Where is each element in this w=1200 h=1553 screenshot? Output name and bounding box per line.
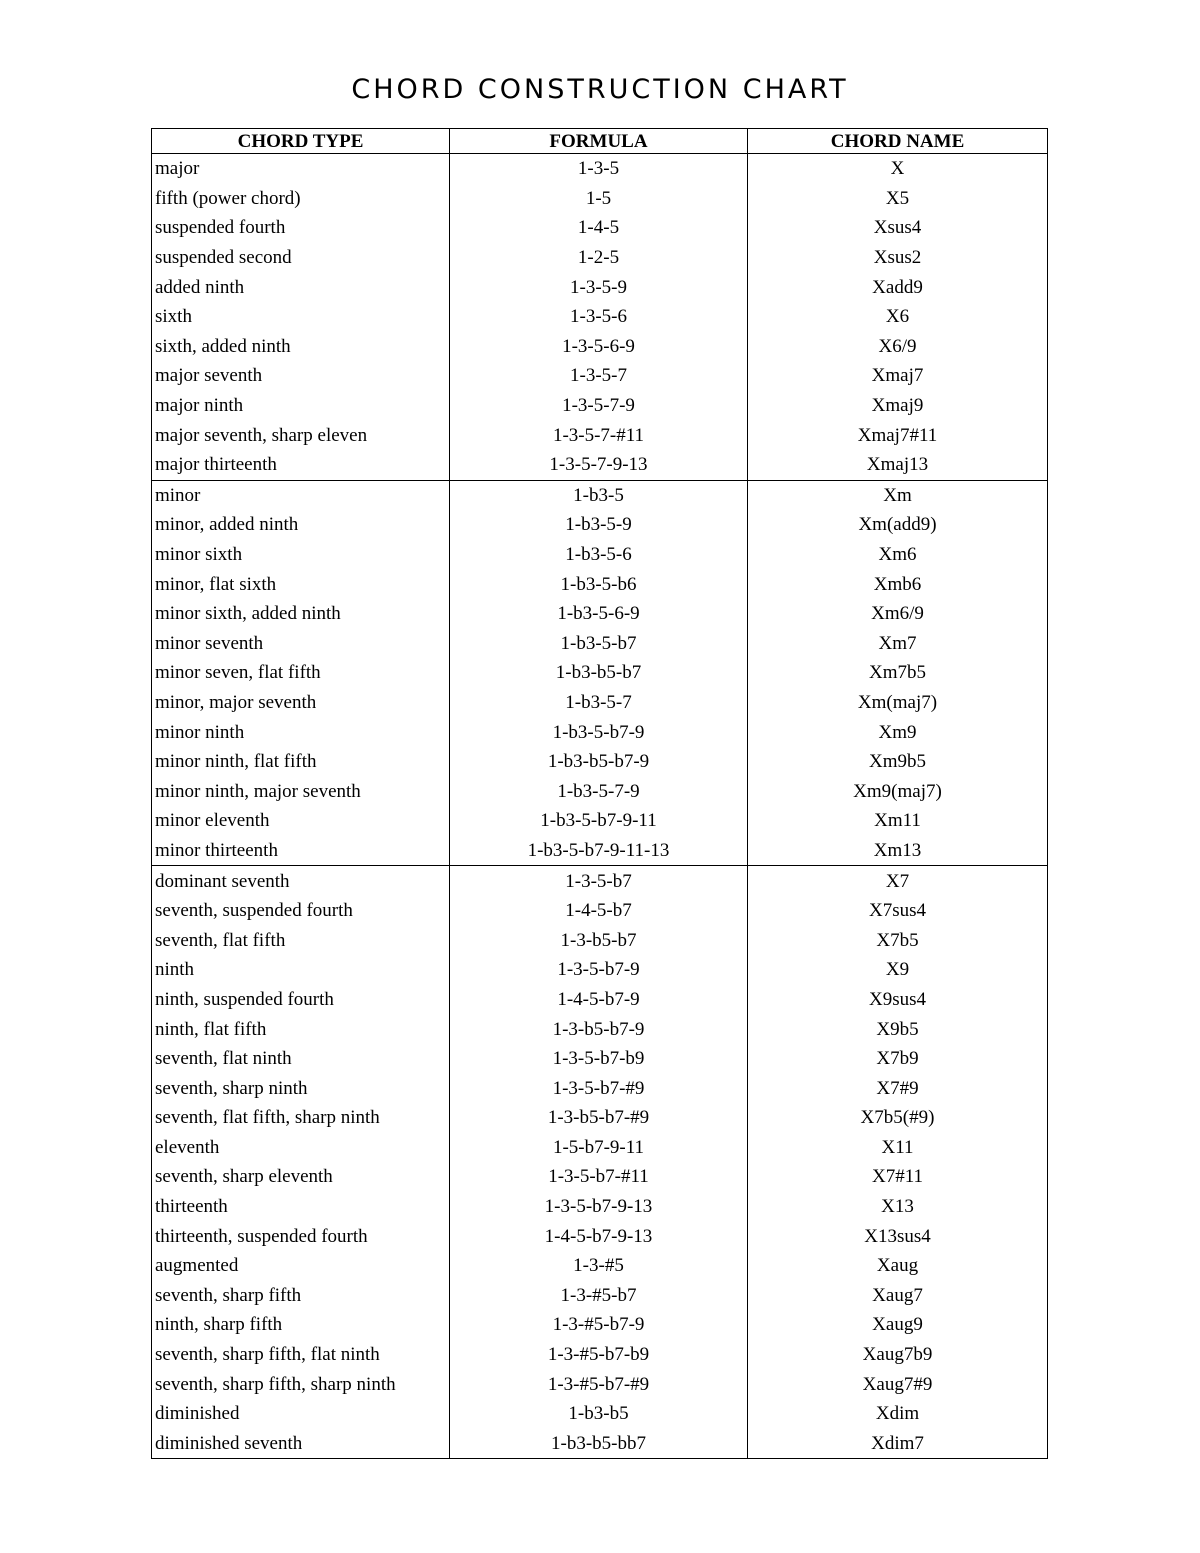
table-row bbox=[152, 1014, 1048, 1044]
chord-name-cell: X7b9 bbox=[748, 1044, 1048, 1074]
chord-type-cell: minor seven, flat fifth bbox=[152, 658, 450, 688]
chord-name-cell: Xmaj13 bbox=[748, 450, 1048, 480]
table-row bbox=[152, 1192, 1048, 1222]
chord-type-cell: sixth bbox=[152, 302, 450, 332]
chord-type-cell: thirteenth bbox=[152, 1192, 450, 1222]
table-row bbox=[152, 896, 1048, 926]
table-row bbox=[152, 420, 1048, 450]
chord-type-cell: minor ninth, major seventh bbox=[152, 776, 450, 806]
formula-cell: 1-b3-b5-bb7 bbox=[450, 1429, 748, 1459]
table-row bbox=[152, 1369, 1048, 1399]
chord-type-cell: minor thirteenth bbox=[152, 836, 450, 866]
formula-cell: 1-3-5-b7-#9 bbox=[450, 1073, 748, 1103]
chord-table-body bbox=[152, 154, 1048, 1459]
formula-cell: 1-b3-5-b7 bbox=[450, 629, 748, 659]
table-row bbox=[152, 1162, 1048, 1192]
chord-name-cell: Xm13 bbox=[748, 836, 1048, 866]
table-row bbox=[152, 1073, 1048, 1103]
chord-name-cell: Xm bbox=[748, 480, 1048, 510]
chord-type-cell: augmented bbox=[152, 1251, 450, 1281]
table-row bbox=[152, 391, 1048, 421]
formula-cell: 1-3-#5-b7-9 bbox=[450, 1310, 748, 1340]
chord-type-cell: seventh, sharp fifth, sharp ninth bbox=[152, 1369, 450, 1399]
chord-name-cell: Xdim bbox=[748, 1399, 1048, 1429]
chord-name-cell: X13 bbox=[748, 1192, 1048, 1222]
table-row bbox=[152, 450, 1048, 480]
formula-cell: 1-3-5-9 bbox=[450, 272, 748, 302]
formula-cell: 1-4-5 bbox=[450, 213, 748, 243]
chord-type-cell: sixth, added ninth bbox=[152, 332, 450, 362]
formula-cell: 1-3-b5-b7-9 bbox=[450, 1014, 748, 1044]
table-row bbox=[152, 599, 1048, 629]
formula-cell: 1-b3-5-7-9 bbox=[450, 776, 748, 806]
table-row bbox=[152, 213, 1048, 243]
chord-type-cell: diminished seventh bbox=[152, 1429, 450, 1459]
table-row bbox=[152, 302, 1048, 332]
chord-type-cell: seventh, flat fifth, sharp ninth bbox=[152, 1103, 450, 1133]
formula-cell: 1-b3-5 bbox=[450, 480, 748, 510]
chord-name-cell: Xm(maj7) bbox=[748, 688, 1048, 718]
table-row bbox=[152, 688, 1048, 718]
chord-name-cell: Xm6 bbox=[748, 540, 1048, 570]
chord-name-cell: X9sus4 bbox=[748, 985, 1048, 1015]
table-row bbox=[152, 1251, 1048, 1281]
chord-type-cell: eleventh bbox=[152, 1133, 450, 1163]
table-row bbox=[152, 1429, 1048, 1459]
formula-cell: 1-4-5-b7-9-13 bbox=[450, 1221, 748, 1251]
chord-type-cell: major seventh bbox=[152, 361, 450, 391]
chord-name-cell: X7sus4 bbox=[748, 896, 1048, 926]
chord-name-cell: Xadd9 bbox=[748, 272, 1048, 302]
formula-cell: 1-5-b7-9-11 bbox=[450, 1133, 748, 1163]
chord-type-cell: minor sixth bbox=[152, 540, 450, 570]
chord-name-cell: Xm9(maj7) bbox=[748, 776, 1048, 806]
formula-cell: 1-b3-5-b7-9 bbox=[450, 717, 748, 747]
chord-type-cell: suspended second bbox=[152, 243, 450, 273]
table-row bbox=[152, 806, 1048, 836]
formula-cell: 1-3-5-b7-b9 bbox=[450, 1044, 748, 1074]
chord-name-cell: Xdim7 bbox=[748, 1429, 1048, 1459]
formula-cell: 1-b3-5-b7-9-11-13 bbox=[450, 836, 748, 866]
chord-name-cell: Xm(add9) bbox=[748, 510, 1048, 540]
chord-name-cell: Xaug7#9 bbox=[748, 1369, 1048, 1399]
chord-type-cell: seventh, flat fifth bbox=[152, 925, 450, 955]
table-row bbox=[152, 658, 1048, 688]
chord-type-cell: minor eleventh bbox=[152, 806, 450, 836]
table-row bbox=[152, 985, 1048, 1015]
table-row bbox=[152, 1281, 1048, 1311]
chord-table bbox=[151, 128, 1048, 1459]
formula-cell: 1-3-5-6-9 bbox=[450, 332, 748, 362]
chord-name-cell: Xmb6 bbox=[748, 569, 1048, 599]
chord-name-cell: Xm11 bbox=[748, 806, 1048, 836]
page-title: CHORD CONSTRUCTION CHART bbox=[351, 74, 849, 105]
formula-cell: 1-2-5 bbox=[450, 243, 748, 273]
formula-cell: 1-3-#5-b7-#9 bbox=[450, 1369, 748, 1399]
chord-type-cell: seventh, flat ninth bbox=[152, 1044, 450, 1074]
chord-name-cell: Xm7 bbox=[748, 629, 1048, 659]
table-row bbox=[152, 243, 1048, 273]
chord-type-cell: minor seventh bbox=[152, 629, 450, 659]
formula-cell: 1-3-5-b7-9-13 bbox=[450, 1192, 748, 1222]
header-row bbox=[152, 129, 1048, 154]
formula-cell: 1-3-#5-b7-b9 bbox=[450, 1340, 748, 1370]
formula-cell: 1-3-b5-b7 bbox=[450, 925, 748, 955]
chord-name-cell: Xmaj9 bbox=[748, 391, 1048, 421]
table-row bbox=[152, 480, 1048, 510]
table-row bbox=[152, 925, 1048, 955]
table-row bbox=[152, 272, 1048, 302]
formula-cell: 1-3-5-7-#11 bbox=[450, 420, 748, 450]
chord-type-cell: ninth, flat fifth bbox=[152, 1014, 450, 1044]
formula-cell: 1-4-5-b7 bbox=[450, 896, 748, 926]
chord-name-cell: X9b5 bbox=[748, 1014, 1048, 1044]
chord-name-cell: X7b5 bbox=[748, 925, 1048, 955]
chord-type-cell: minor ninth bbox=[152, 717, 450, 747]
table-row bbox=[152, 955, 1048, 985]
chord-type-cell: minor sixth, added ninth bbox=[152, 599, 450, 629]
column-header-chord-name: CHORD NAME bbox=[748, 129, 1048, 154]
chord-name-cell: Xaug7 bbox=[748, 1281, 1048, 1311]
formula-cell: 1-3-5-7-9 bbox=[450, 391, 748, 421]
table-row bbox=[152, 510, 1048, 540]
table-row bbox=[152, 569, 1048, 599]
chord-name-cell: X5 bbox=[748, 184, 1048, 214]
table-row bbox=[152, 717, 1048, 747]
chord-type-cell: ninth, sharp fifth bbox=[152, 1310, 450, 1340]
formula-cell: 1-5 bbox=[450, 184, 748, 214]
chord-name-cell: Xsus2 bbox=[748, 243, 1048, 273]
chord-type-cell: fifth (power chord) bbox=[152, 184, 450, 214]
chord-name-cell: X11 bbox=[748, 1133, 1048, 1163]
chord-name-cell: Xaug9 bbox=[748, 1310, 1048, 1340]
formula-cell: 1-b3-5-b6 bbox=[450, 569, 748, 599]
chord-type-cell: thirteenth, suspended fourth bbox=[152, 1221, 450, 1251]
chord-type-cell: seventh, sharp fifth, flat ninth bbox=[152, 1340, 450, 1370]
table-row bbox=[152, 1310, 1048, 1340]
chord-type-cell: minor bbox=[152, 480, 450, 510]
chord-name-cell: Xm6/9 bbox=[748, 599, 1048, 629]
chord-name-cell: Xaug bbox=[748, 1251, 1048, 1281]
chord-type-cell: major thirteenth bbox=[152, 450, 450, 480]
chord-type-cell: minor, major seventh bbox=[152, 688, 450, 718]
chord-type-cell: minor, flat sixth bbox=[152, 569, 450, 599]
chord-type-cell: major seventh, sharp eleven bbox=[152, 420, 450, 450]
formula-cell: 1-3-5-6 bbox=[450, 302, 748, 332]
table-row bbox=[152, 1133, 1048, 1163]
table-row bbox=[152, 836, 1048, 866]
formula-cell: 1-3-#5 bbox=[450, 1251, 748, 1281]
formula-cell: 1-3-5-7-9-13 bbox=[450, 450, 748, 480]
chord-name-cell: Xm7b5 bbox=[748, 658, 1048, 688]
chord-type-cell: major ninth bbox=[152, 391, 450, 421]
chord-name-cell: Xaug7b9 bbox=[748, 1340, 1048, 1370]
chord-name-cell: X6 bbox=[748, 302, 1048, 332]
chord-type-cell: suspended fourth bbox=[152, 213, 450, 243]
chord-name-cell: X bbox=[748, 154, 1048, 184]
chord-type-cell: diminished bbox=[152, 1399, 450, 1429]
formula-cell: 1-3-b5-b7-#9 bbox=[450, 1103, 748, 1133]
table-row bbox=[152, 184, 1048, 214]
table-row bbox=[152, 866, 1048, 896]
formula-cell: 1-b3-5-7 bbox=[450, 688, 748, 718]
formula-cell: 1-3-5-7 bbox=[450, 361, 748, 391]
chord-name-cell: X7#11 bbox=[748, 1162, 1048, 1192]
column-header-chord-type: CHORD TYPE bbox=[152, 129, 450, 154]
table-row bbox=[152, 776, 1048, 806]
chord-type-cell: dominant seventh bbox=[152, 866, 450, 896]
formula-cell: 1-3-5 bbox=[450, 154, 748, 184]
formula-cell: 1-3-5-b7 bbox=[450, 866, 748, 896]
table-row bbox=[152, 1399, 1048, 1429]
table-row bbox=[152, 629, 1048, 659]
column-header-formula: FORMULA bbox=[450, 129, 748, 154]
chord-type-cell: ninth bbox=[152, 955, 450, 985]
formula-cell: 1-3-5-b7-#11 bbox=[450, 1162, 748, 1192]
formula-cell: 1-b3-b5-b7-9 bbox=[450, 747, 748, 777]
chord-type-cell: seventh, sharp fifth bbox=[152, 1281, 450, 1311]
formula-cell: 1-b3-5-b7-9-11 bbox=[450, 806, 748, 836]
chord-type-cell: minor ninth, flat fifth bbox=[152, 747, 450, 777]
table-row bbox=[152, 154, 1048, 184]
formula-cell: 1-3-#5-b7 bbox=[450, 1281, 748, 1311]
chord-name-cell: Xsus4 bbox=[748, 213, 1048, 243]
chord-name-cell: X7b5(#9) bbox=[748, 1103, 1048, 1133]
formula-cell: 1-b3-b5-b7 bbox=[450, 658, 748, 688]
formula-cell: 1-b3-5-6 bbox=[450, 540, 748, 570]
table-row bbox=[152, 540, 1048, 570]
chord-name-cell: Xmaj7#11 bbox=[748, 420, 1048, 450]
table-row bbox=[152, 1340, 1048, 1370]
chord-type-cell: added ninth bbox=[152, 272, 450, 302]
table-row bbox=[152, 361, 1048, 391]
chord-type-cell: seventh, sharp ninth bbox=[152, 1073, 450, 1103]
chord-type-cell: minor, added ninth bbox=[152, 510, 450, 540]
chord-name-cell: Xmaj7 bbox=[748, 361, 1048, 391]
formula-cell: 1-4-5-b7-9 bbox=[450, 985, 748, 1015]
chord-name-cell: X7 bbox=[748, 866, 1048, 896]
table-row bbox=[152, 1221, 1048, 1251]
chord-name-cell: X13sus4 bbox=[748, 1221, 1048, 1251]
formula-cell: 1-b3-5-9 bbox=[450, 510, 748, 540]
chord-type-cell: major bbox=[152, 154, 450, 184]
chord-type-cell: seventh, sharp eleventh bbox=[152, 1162, 450, 1192]
formula-cell: 1-b3-b5 bbox=[450, 1399, 748, 1429]
table-row bbox=[152, 332, 1048, 362]
chord-name-cell: X7#9 bbox=[748, 1073, 1048, 1103]
table-row bbox=[152, 1044, 1048, 1074]
table-row bbox=[152, 1103, 1048, 1133]
table-row bbox=[152, 747, 1048, 777]
chord-name-cell: Xm9b5 bbox=[748, 747, 1048, 777]
chord-name-cell: X9 bbox=[748, 955, 1048, 985]
chord-type-cell: ninth, suspended fourth bbox=[152, 985, 450, 1015]
chord-type-cell: seventh, suspended fourth bbox=[152, 896, 450, 926]
chord-name-cell: Xm9 bbox=[748, 717, 1048, 747]
formula-cell: 1-3-5-b7-9 bbox=[450, 955, 748, 985]
formula-cell: 1-b3-5-6-9 bbox=[450, 599, 748, 629]
chord-name-cell: X6/9 bbox=[748, 332, 1048, 362]
